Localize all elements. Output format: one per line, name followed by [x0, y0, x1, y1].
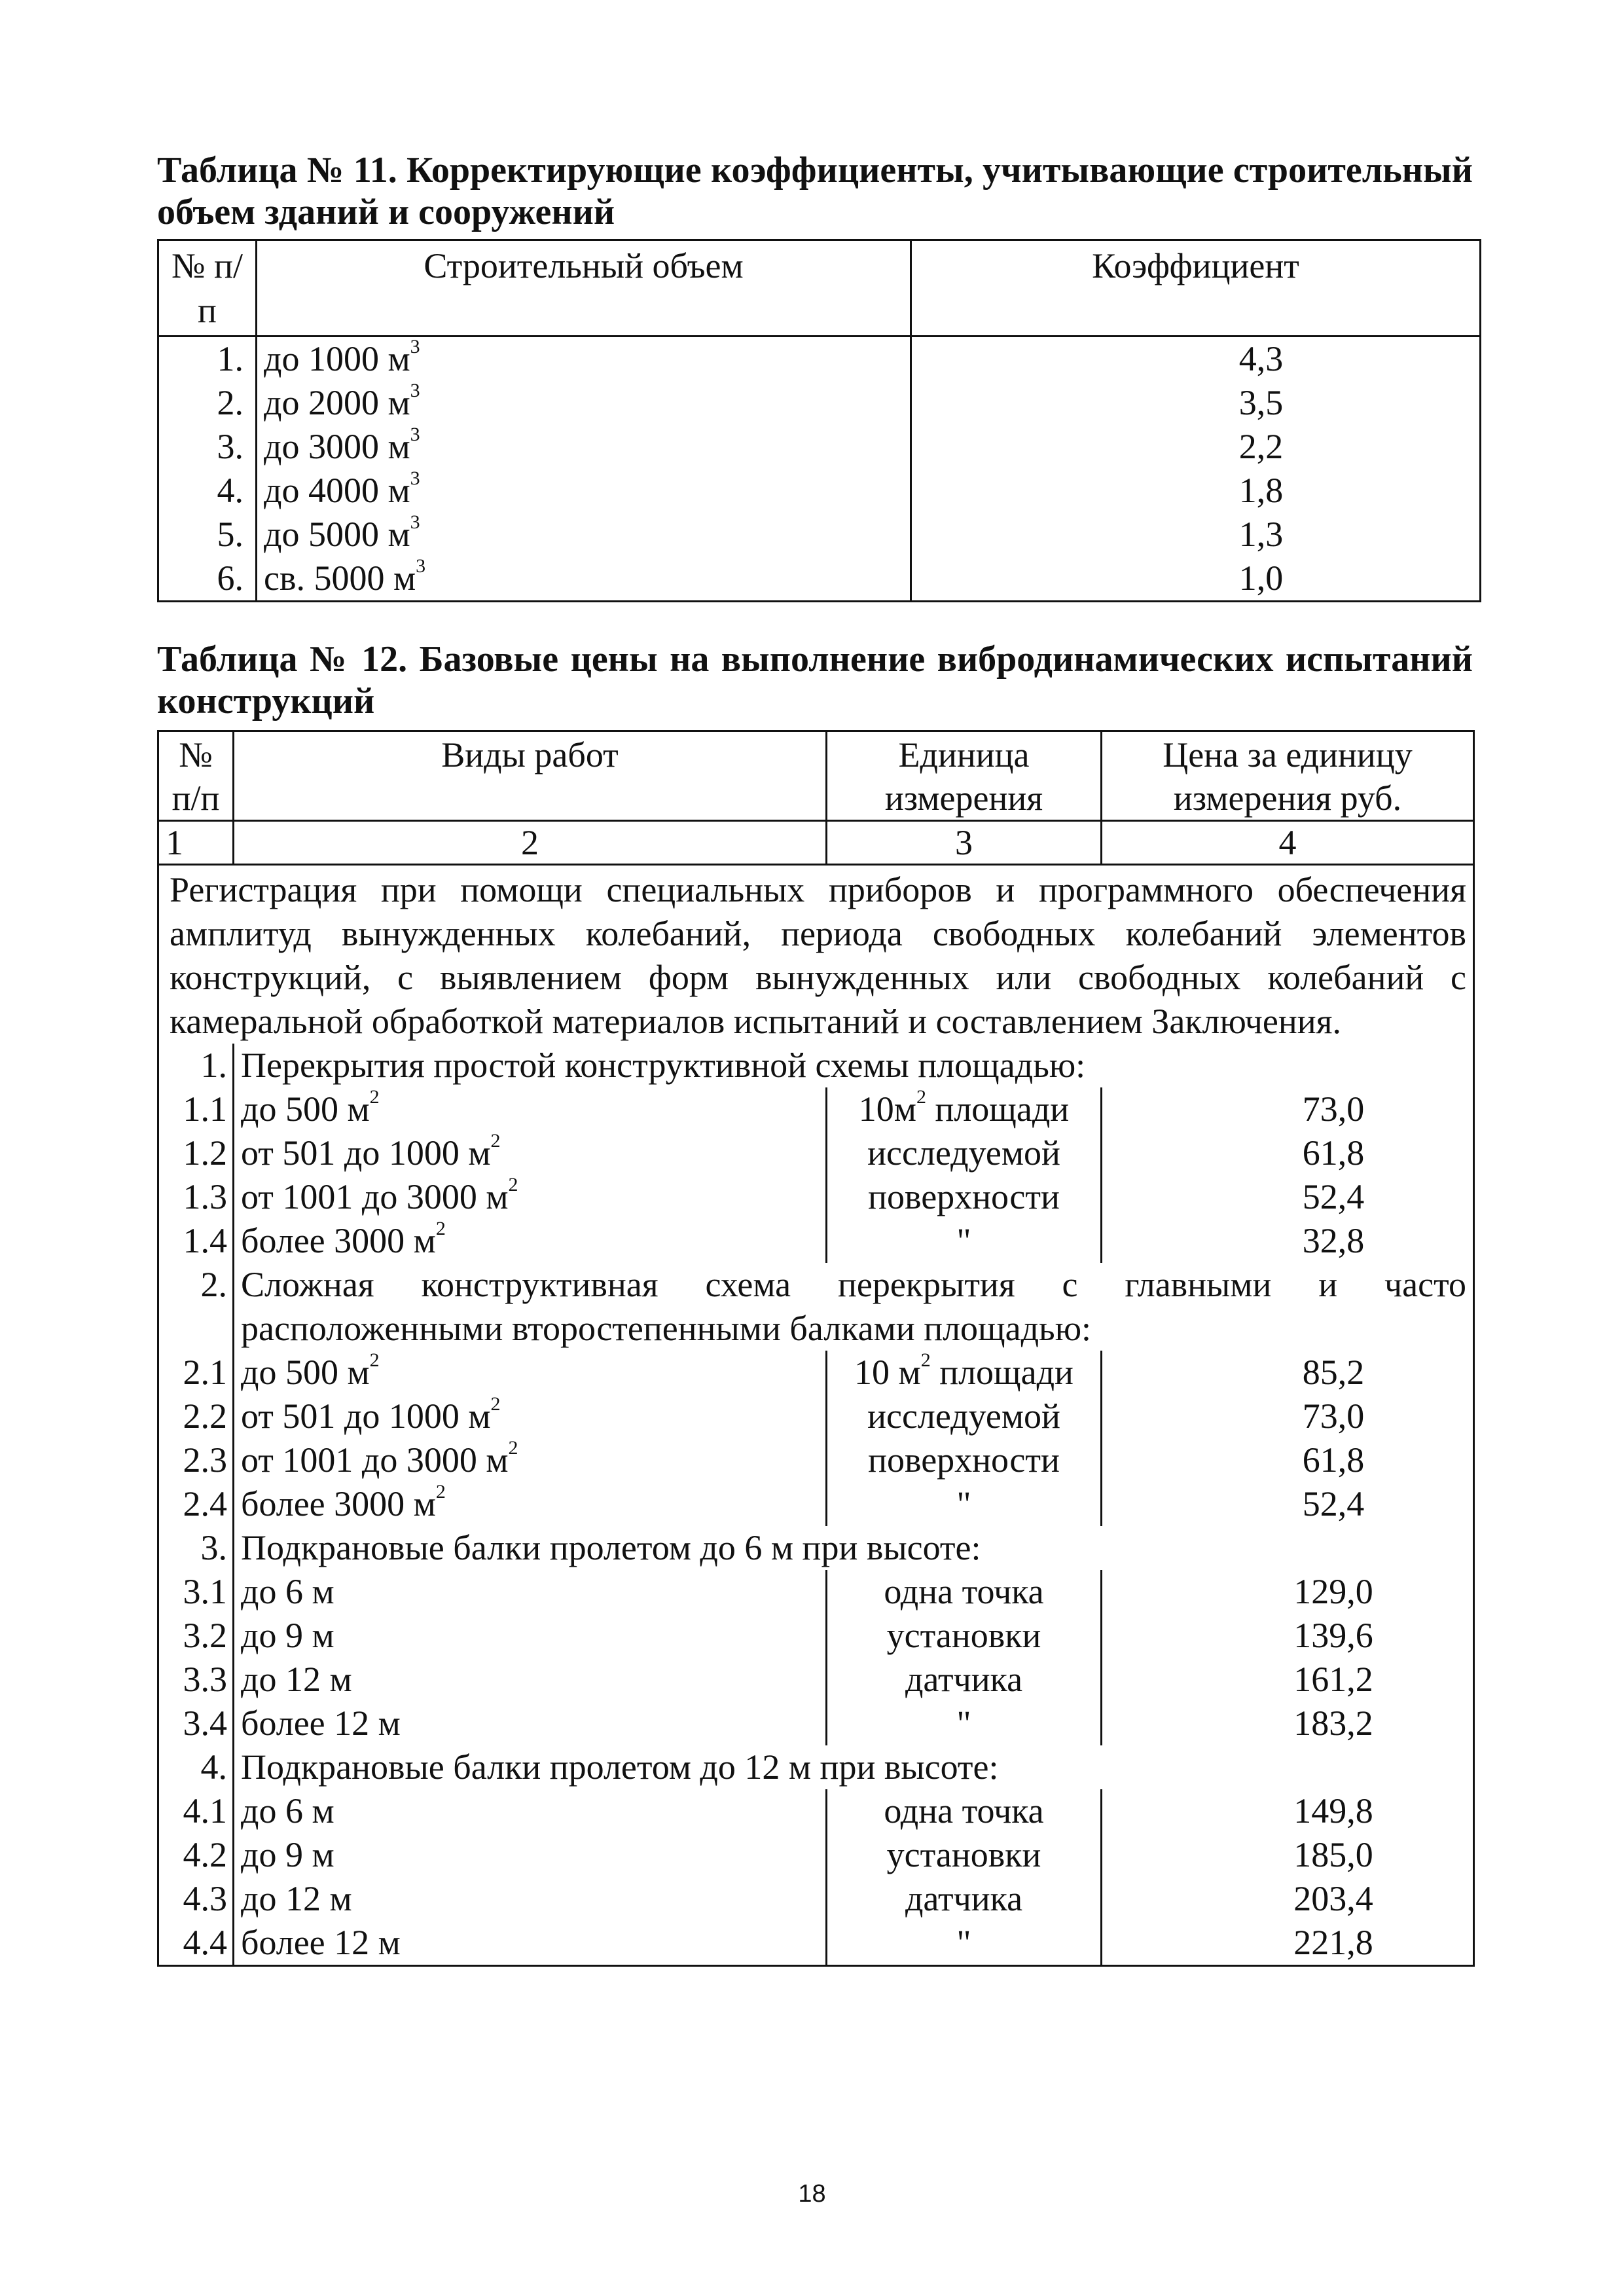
table-row — [158, 1087, 1474, 1131]
work-cell — [234, 1219, 827, 1263]
unit-cell — [827, 1921, 1102, 1966]
volume-cell — [257, 337, 911, 382]
table-row — [158, 1789, 1474, 1833]
table-row — [158, 513, 1481, 556]
price-cell: 32,8 — [1102, 1219, 1474, 1263]
unit-text: " — [956, 1923, 971, 1962]
work-text: до 6 м — [241, 1791, 334, 1831]
unit-text: установки — [886, 1835, 1041, 1874]
volume-cell — [257, 469, 911, 513]
work-cell — [234, 1614, 827, 1658]
work-text: от 501 до 1000 м — [241, 1133, 491, 1173]
table-row — [158, 1658, 1474, 1702]
row-number: 2.4 — [158, 1482, 234, 1526]
header-num: № п/п — [158, 731, 234, 821]
unit-cell — [827, 1219, 1102, 1263]
work-cell — [234, 1482, 827, 1526]
unit-superscript: 2 — [916, 1086, 926, 1108]
unit-text: 10м — [858, 1089, 916, 1129]
price-cell: 73,0 — [1102, 1087, 1474, 1131]
group-title: Перекрытия простой конструктивной схемы площадью: — [234, 1044, 1474, 1087]
work-cell — [234, 1921, 827, 1966]
table-12-header-row — [158, 731, 1474, 821]
row-number: 2. — [158, 381, 257, 425]
volume-cell — [257, 513, 911, 556]
price-cell: 203,4 — [1102, 1877, 1474, 1921]
header-volume: Строительный объем — [257, 240, 911, 337]
unit-text: " — [956, 1704, 971, 1743]
unit-superscript: 2 — [508, 1174, 518, 1195]
unit-text: исследуемой — [867, 1133, 1060, 1173]
work-text: от 1001 до 3000 м — [241, 1177, 509, 1216]
row-number: 3.2 — [158, 1614, 234, 1658]
price-cell: 85,2 — [1102, 1351, 1474, 1394]
intro-row — [158, 865, 1474, 1044]
work-text: до 9 м — [241, 1835, 334, 1874]
unit-text-tail: площади — [926, 1089, 1070, 1129]
table-row — [158, 1131, 1474, 1175]
price-cell: 52,4 — [1102, 1175, 1474, 1219]
row-number: 6. — [158, 556, 257, 602]
row-number: 3.1 — [158, 1570, 234, 1614]
unit-cell — [827, 1087, 1102, 1131]
volume-text: до 5000 м — [264, 515, 410, 554]
price-cell: 52,4 — [1102, 1482, 1474, 1526]
price-cell: 161,2 — [1102, 1658, 1474, 1702]
unit-text: датчика — [905, 1879, 1023, 1918]
group-row — [158, 1526, 1474, 1570]
row-number: 3.3 — [158, 1658, 234, 1702]
coefficient-cell: 3,5 — [911, 381, 1481, 425]
row-number: 2.2 — [158, 1394, 234, 1438]
header-work-type: Виды работ — [234, 731, 827, 821]
unit-superscript: 2 — [369, 1086, 380, 1108]
group-number: 2. — [158, 1263, 234, 1351]
table-row — [158, 1351, 1474, 1394]
table-row — [158, 1482, 1474, 1526]
table-row — [158, 1570, 1474, 1614]
work-cell — [234, 1087, 827, 1131]
price-cell: 129,0 — [1102, 1570, 1474, 1614]
unit-text: " — [956, 1221, 971, 1260]
work-cell — [234, 1351, 827, 1394]
unit-superscript: 3 — [410, 511, 420, 533]
unit-cell — [827, 1702, 1102, 1745]
header-price: Цена за единицу измерения руб. — [1102, 731, 1474, 821]
unit-cell — [827, 1351, 1102, 1394]
work-text: более 12 м — [241, 1704, 401, 1743]
work-cell — [234, 1175, 827, 1219]
unit-text: поверхности — [868, 1177, 1060, 1216]
table-row — [158, 1833, 1474, 1877]
price-cell: 221,8 — [1102, 1921, 1474, 1966]
unit-superscript: 3 — [410, 424, 420, 445]
table-row — [158, 469, 1481, 513]
group-title: Подкрановые балки пролетом до 6 м при высоте: — [234, 1526, 1474, 1570]
unit-superscript: 3 — [410, 380, 420, 401]
price-cell: 61,8 — [1102, 1438, 1474, 1482]
work-text: до 9 м — [241, 1616, 334, 1655]
row-number: 1.3 — [158, 1175, 234, 1219]
work-cell — [234, 1789, 827, 1833]
row-number: 1.4 — [158, 1219, 234, 1263]
coefficient-cell: 4,3 — [911, 337, 1481, 382]
work-cell — [234, 1877, 827, 1921]
work-cell — [234, 1702, 827, 1745]
group-row — [158, 1263, 1474, 1351]
row-number: 1.1 — [158, 1087, 234, 1131]
price-cell: 139,6 — [1102, 1614, 1474, 1658]
unit-text: " — [956, 1484, 971, 1523]
unit-cell — [827, 1658, 1102, 1702]
unit-cell — [827, 1614, 1102, 1658]
group-row — [158, 1044, 1474, 1087]
row-number: 1.2 — [158, 1131, 234, 1175]
price-cell: 73,0 — [1102, 1394, 1474, 1438]
column-numbers-row — [158, 821, 1474, 865]
column-number: 3 — [827, 821, 1102, 865]
work-cell — [234, 1658, 827, 1702]
group-number: 4. — [158, 1745, 234, 1789]
work-text: более 3000 м — [241, 1484, 436, 1523]
unit-superscript: 2 — [435, 1481, 446, 1503]
unit-superscript: 2 — [920, 1349, 931, 1371]
table-row — [158, 556, 1481, 602]
work-text: до 500 м — [241, 1353, 370, 1392]
unit-cell — [827, 1175, 1102, 1219]
price-cell: 149,8 — [1102, 1789, 1474, 1833]
row-number: 4.3 — [158, 1877, 234, 1921]
work-text: более 3000 м — [241, 1221, 436, 1260]
row-number: 2.3 — [158, 1438, 234, 1482]
table-11-header-row — [158, 240, 1481, 337]
column-number: 4 — [1102, 821, 1474, 865]
unit-text: поверхности — [868, 1440, 1060, 1480]
work-text: более 12 м — [241, 1923, 401, 1962]
table-row — [158, 337, 1481, 382]
work-cell — [234, 1438, 827, 1482]
page-number: 18 — [798, 2180, 826, 2208]
volume-cell — [257, 425, 911, 469]
volume-text: до 3000 м — [264, 427, 410, 466]
row-number: 4.1 — [158, 1789, 234, 1833]
group-number: 1. — [158, 1044, 234, 1087]
unit-text: 10 м — [854, 1353, 921, 1392]
volume-text: до 1000 м — [264, 339, 410, 378]
volume-cell — [257, 556, 911, 602]
coefficient-cell: 2,2 — [911, 425, 1481, 469]
coefficient-cell: 1,8 — [911, 469, 1481, 513]
unit-superscript: 2 — [508, 1437, 518, 1459]
table-row — [158, 1175, 1474, 1219]
work-text: до 12 м — [241, 1660, 352, 1699]
unit-text: датчика — [905, 1660, 1023, 1699]
intro-text: Регистрация при помощи специальных приборов и программного обеспечения амплитуд вынужденных колебаний, периода свободных колебаний элементов конструкций, с выявлением форм вынужденных или свободных колебаний с камеральной обработкой материалов испытаний и составлением Заключения. — [158, 865, 1474, 1044]
column-number: 2 — [234, 821, 827, 865]
group-title: Подкрановые балки пролетом до 12 м при высоте: — [234, 1745, 1474, 1789]
price-cell: 183,2 — [1102, 1702, 1474, 1745]
table-row — [158, 1394, 1474, 1438]
row-number: 4. — [158, 469, 257, 513]
coefficient-cell: 1,3 — [911, 513, 1481, 556]
unit-cell — [827, 1877, 1102, 1921]
unit-cell — [827, 1131, 1102, 1175]
unit-superscript: 3 — [410, 336, 420, 357]
row-number: 3. — [158, 425, 257, 469]
unit-superscript: 3 — [416, 555, 426, 577]
unit-superscript: 2 — [490, 1393, 501, 1415]
unit-cell — [827, 1833, 1102, 1877]
table-11-caption: Таблица № 11. Корректирующие коэффициенты, учитывающие строительный объем зданий и сооружений — [157, 150, 1473, 232]
unit-cell — [827, 1482, 1102, 1526]
volume-text: св. 5000 м — [264, 558, 416, 598]
work-text: до 500 м — [241, 1089, 370, 1129]
row-number: 1. — [158, 337, 257, 382]
row-number: 4.2 — [158, 1833, 234, 1877]
table-row — [158, 1219, 1474, 1263]
row-number: 4.4 — [158, 1921, 234, 1966]
unit-superscript: 2 — [435, 1218, 446, 1239]
unit-cell — [827, 1789, 1102, 1833]
work-cell — [234, 1570, 827, 1614]
table-12 — [157, 730, 1475, 1967]
coefficient-cell: 1,0 — [911, 556, 1481, 602]
group-number: 3. — [158, 1526, 234, 1570]
row-number: 2.1 — [158, 1351, 234, 1394]
table-row — [158, 1921, 1474, 1966]
column-number: 1 — [158, 821, 234, 865]
unit-text-tail: площади — [930, 1353, 1074, 1392]
unit-cell — [827, 1394, 1102, 1438]
table-row — [158, 1438, 1474, 1482]
work-text: до 6 м — [241, 1572, 334, 1611]
table-row — [158, 1877, 1474, 1921]
table-row — [158, 1702, 1474, 1745]
table-row — [158, 381, 1481, 425]
unit-superscript: 2 — [490, 1130, 501, 1152]
work-text: от 501 до 1000 м — [241, 1396, 491, 1436]
work-cell — [234, 1394, 827, 1438]
unit-superscript: 2 — [369, 1349, 380, 1371]
table-12-caption: Таблица № 12. Базовые цены на выполнение вибродинамических испытаний конструкций — [157, 639, 1473, 721]
header-num: № п/п — [158, 240, 257, 337]
header-unit: Единица измерения — [827, 731, 1102, 821]
table-row — [158, 425, 1481, 469]
volume-cell — [257, 381, 911, 425]
group-title: Сложная конструктивная схема перекрытия с главными и часто расположенными второстепенными балками площадью: — [234, 1263, 1474, 1351]
unit-cell — [827, 1570, 1102, 1614]
volume-text: до 2000 м — [264, 383, 410, 422]
unit-text: одна точка — [884, 1791, 1044, 1831]
row-number: 3.4 — [158, 1702, 234, 1745]
group-row — [158, 1745, 1474, 1789]
volume-text: до 4000 м — [264, 471, 410, 510]
header-coefficient: Коэффициент — [911, 240, 1481, 337]
work-text: от 1001 до 3000 м — [241, 1440, 509, 1480]
table-row — [158, 1614, 1474, 1658]
work-cell — [234, 1131, 827, 1175]
unit-cell — [827, 1438, 1102, 1482]
price-cell: 61,8 — [1102, 1131, 1474, 1175]
price-cell: 185,0 — [1102, 1833, 1474, 1877]
unit-text: установки — [886, 1616, 1041, 1655]
work-cell — [234, 1833, 827, 1877]
unit-text: одна точка — [884, 1572, 1044, 1611]
row-number: 5. — [158, 513, 257, 556]
table-11 — [157, 239, 1481, 602]
unit-text: исследуемой — [867, 1396, 1060, 1436]
work-text: до 12 м — [241, 1879, 352, 1918]
unit-superscript: 3 — [410, 467, 420, 489]
